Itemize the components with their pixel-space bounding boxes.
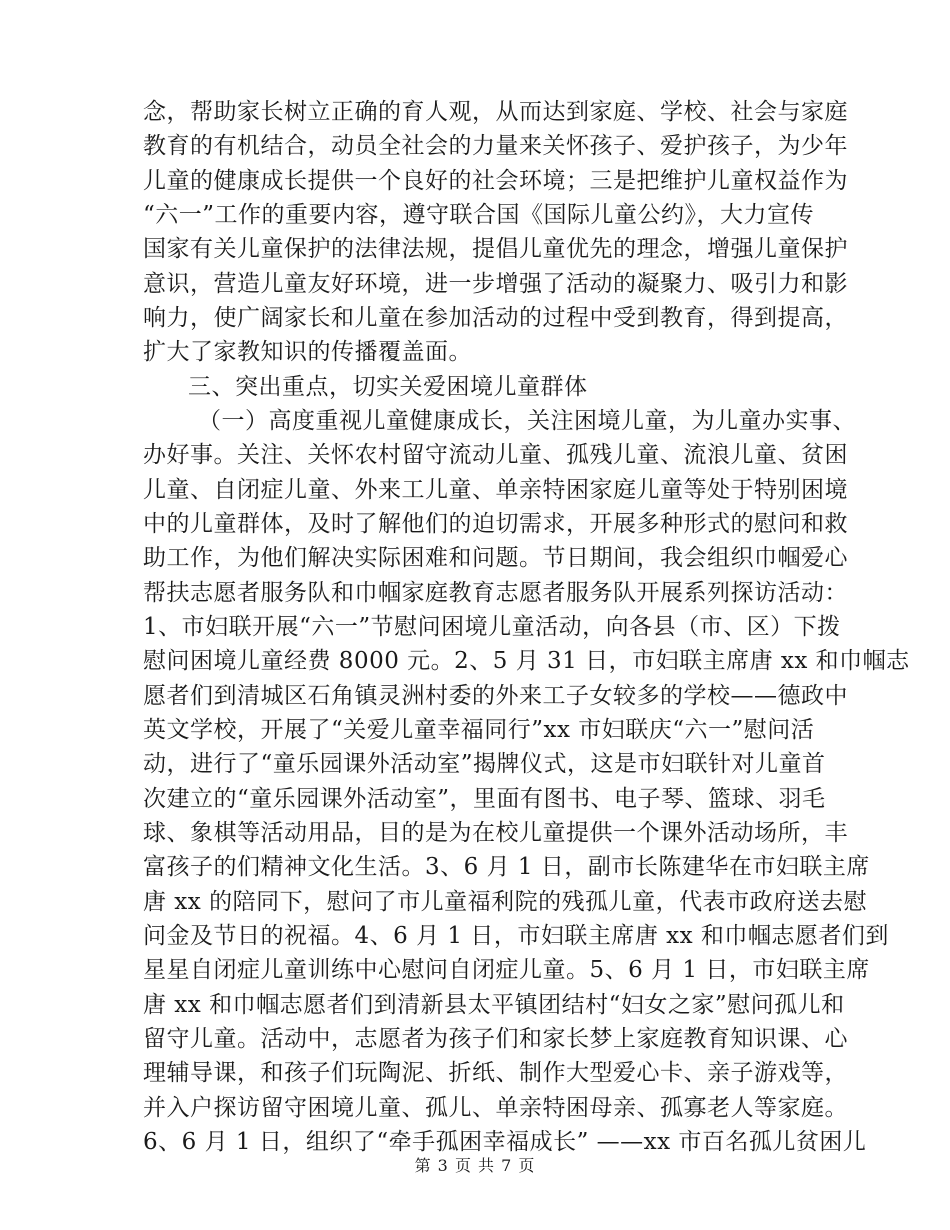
- body-line: 6、6 月 1 日，组织了“牵手孤困幸福成长” ——xx 市百名孤儿贫困儿: [143, 1129, 867, 1155]
- body-line: “六一”工作的重要内容，遵守联合国《国际儿童公约》，大力宣传: [143, 202, 815, 228]
- body-line: 问金及节日的祝福。4、6 月 1 日，市妇联主席唐 xx 和巾帼志愿者们到: [143, 923, 889, 949]
- body-line: 响力，使广阔家长和儿童在参加活动的过程中受到教育，得到提高，: [143, 305, 848, 331]
- section-heading: 三、突出重点，切实关爱困境儿童群体: [188, 374, 588, 400]
- subsection-heading: （一）高度重视儿童健康成长，关注困境儿童，为儿童办实事、: [198, 408, 856, 434]
- body-line: 并入户探访留守困境儿童、孤儿、单亲特困母亲、孤寡老人等家庭。: [143, 1095, 848, 1121]
- body-line: 次建立的“童乐园课外活动室”，里面有图书、电子琴、篮球、羽毛: [143, 786, 826, 812]
- body-line: 唐 xx 和巾帼志愿者们到清新县太平镇团结村“妇女之家”慰问孤儿和: [143, 992, 845, 1018]
- body-line: 富孩子的们精神文化生活。3、6 月 1 日，副市长陈建华在市妇联主席: [143, 854, 870, 880]
- body-line: 星星自闭症儿童训练中心慰问自闭症儿童。5、6 月 1 日，市妇联主席: [143, 957, 870, 983]
- body-line: 英文学校，开展了“关爱儿童幸福同行”xx 市妇联庆“六一”慰问活: [143, 717, 815, 743]
- body-line: 留守儿童。活动中，志愿者为孩子们和家长梦上家庭教育知识课、心: [143, 1026, 848, 1052]
- body-line: 国家有关儿童保护的法律法规，提倡儿童优先的理念，增强儿童保护: [143, 236, 848, 262]
- body-line: 愿者们到清城区石角镇灵洲村委的外来工子女较多的学校——德政中: [143, 683, 848, 709]
- body-line: 动，进行了“童乐园课外活动室”揭牌仪式，这是市妇联针对儿童首: [143, 751, 826, 777]
- body-line: 教育的有机结合，动员全社会的力量来关怀孩子、爱护孩子，为少年: [143, 133, 848, 159]
- body-line: 念，帮助家长树立正确的育人观，从而达到家庭、学校、社会与家庭: [143, 99, 848, 125]
- body-line: 唐 xx 的陪同下，慰问了市儿童福利院的残孤儿童，代表市政府送去慰: [143, 889, 868, 915]
- body-line: 助工作，为他们解决实际困难和问题。节日期间，我会组织巾帼爱心: [143, 545, 848, 571]
- body-line: 办好事。关注、关怀农村留守流动儿童、孤残儿童、流浪儿童、贫困: [143, 442, 848, 468]
- body-line: 中的儿童群体，及时了解他们的迫切需求，开展多种形式的慰问和救: [143, 511, 848, 537]
- body-line: 儿童的健康成长提供一个良好的社会环境；三是把维护儿童权益作为: [143, 168, 848, 194]
- body-line: 意识，营造儿童友好环境，进一步增强了活动的凝聚力、吸引力和影: [143, 271, 848, 297]
- body-line: 慰问困境儿童经费 8000 元。2、5 月 31 日，市妇联主席唐 xx 和巾帼志: [143, 648, 910, 674]
- body-line: 球、象棋等活动用品，目的是为在校儿童提供一个课外活动场所，丰: [143, 820, 848, 846]
- body-line: 扩大了家教知识的传播覆盖面。: [143, 339, 472, 365]
- body-line: 儿童、自闭症儿童、外来工儿童、单亲特困家庭儿童等处于特别困境: [143, 477, 848, 503]
- page-footer: 第 3 页 共 7 页: [414, 1156, 536, 1175]
- body-line: 1、市妇联开展“六一”节慰问困境儿童活动，向各县（市、区）下拨: [143, 614, 841, 640]
- body-line: 帮扶志愿者服务队和巾帼家庭教育志愿者服务队开展系列探访活动：: [143, 580, 848, 606]
- body-line: 理辅导课，和孩子们玩陶泥、折纸、制作大型爱心卡、亲子游戏等，: [143, 1060, 848, 1086]
